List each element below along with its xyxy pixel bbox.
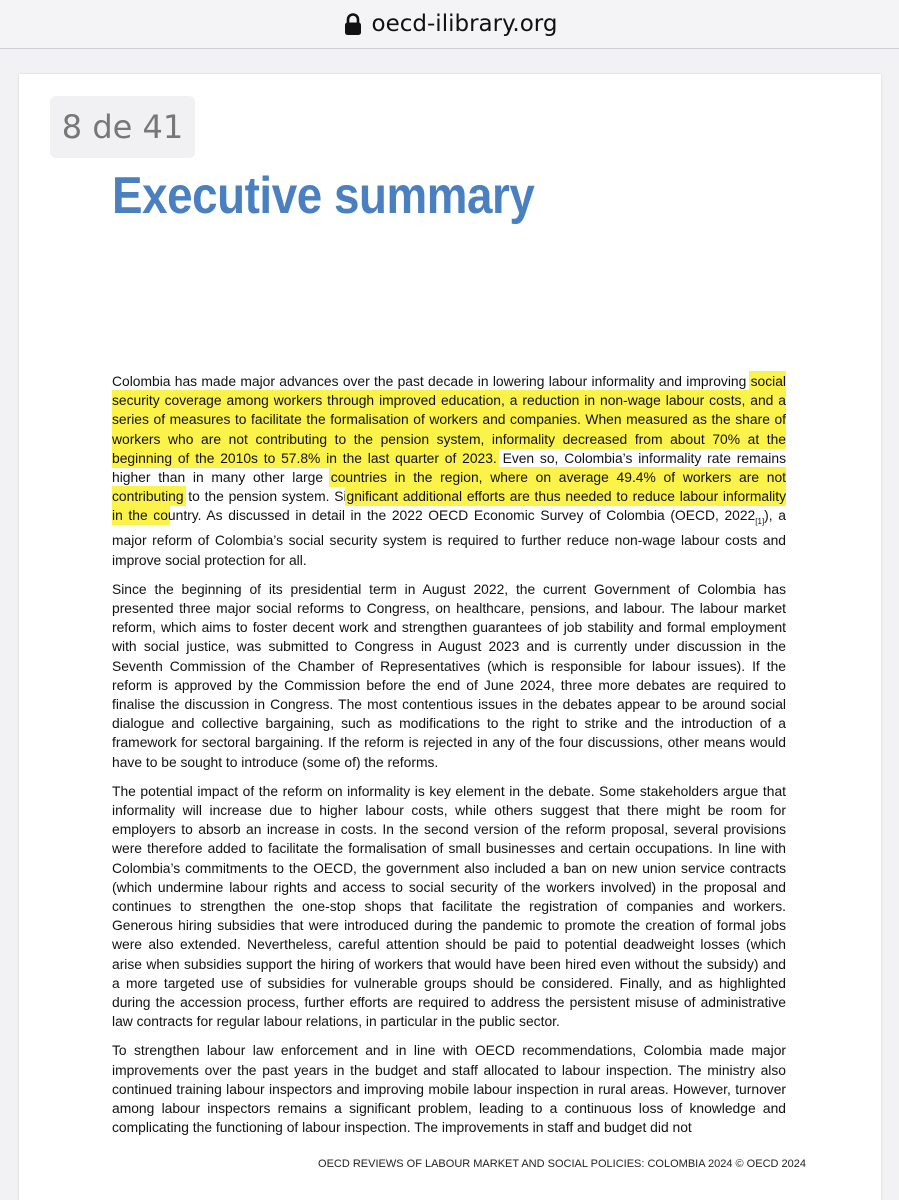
page-title: Executive summary	[112, 167, 535, 225]
address-bar[interactable]	[0, 0, 899, 49]
lock-icon	[342, 12, 364, 36]
paragraph-2: Since the beginning of its presidential term in August 2022, the current Government of Colombia has presented three major social reforms to Congress, on healthcare, pensions, and labour. The labour market reform, which aims to foster decent work and strengthen guarantees of job stability and formal employment with social justice, was submitted to Congress in August 2023 and is currently under discussion in the Seventh Commission of the Chamber of Representatives (which is responsible for labour issues). If the reform is approved by the Commission before the end of June 2024, three more debates are required to finalise the discussion in Congress. The most contentious issues in the debates appear to be around social dialogue and collective bargaining, such as modifications to the right to strike and the introduction of a framework for sectoral bargaining. If the reform is rejected in any of the four discussions, other means would have to be sought to introduce (some of) the reforms.	[112, 580, 786, 770]
highlight-2: countries in the region, where on average 49.4% of workers are not contributing	[112, 469, 786, 505]
p1-text-2: Even so, Colombia’s informality rate remains higher than in many other large	[112, 449, 787, 486]
document-body	[112, 372, 786, 1147]
p1-text-1: Colombia has made major advances over the past decade in lowering labour informality and improving	[112, 373, 751, 389]
p1-text-5: ), a major reform of Colombia’s social security system is required to further reduce non-wage labour costs and improve social protection for all.	[112, 507, 786, 568]
page-footer: OECD REVIEWS OF LABOUR MARKET AND SOCIAL POLICIES: COLOMBIA 2024 © OECD 2024	[318, 1158, 806, 1170]
document-page	[19, 74, 881, 1200]
paragraph-1	[112, 372, 786, 570]
page-indicator: 8 de 41	[50, 96, 195, 158]
citation-ref[interactable]: [1]	[755, 517, 765, 527]
p1-text-4: untry. As discussed in detail in the 2022 OECD Economic Survey of Colombia (OECD, 2022	[167, 507, 756, 524]
paragraph-3: The potential impact of the reform on informality is key element in the debate. Some stakeholders argue that informality will increase due to higher labour costs, while others suggest that there might be room for employers to absorb an increase in costs. In the second version of the reform proposal, several provisions were therefore added to facilitate the formalisation of small businesses and certain occupations. In line with Colombia’s commitments to the OECD, the government also included a ban on new union service contracts (which undermine labour rights and access to social security of the workers involved) in the proposal and continues to strengthen the one-stop shops that facilitate the registration of companies and workers. Generous hiring subsidies that were introduced during the pandemic to promote the creation of formal jobs were also extended. Nevertheless, careful attention should be paid to potential deadweight losses (which arise when subsidies support the hiring of workers that would have been hired even without the subsidy) and a more targeted use of subsidies for vulnerable groups should be considered. Finally, and as highlighted during the accession process, further efforts are required to address the persistent misuse of administrative law contracts for regular labour relations, in particular in the public sector.	[112, 782, 786, 1030]
p1-text-3: to the pension system. Si	[183, 488, 347, 505]
paragraph-4: To strengthen labour law enforcement and in line with OECD recommendations, Colombia made major improvements over the past years in the budget and staff allocated to labour inspection. The ministry also continued training labour inspectors and improving mobile labour inspection in rural areas. However, turnover among labour inspectors remains a significant problem, leading to a continuous loss of knowledge and complicating the functioning of labour inspection. The improvements in staff and budget did not	[112, 1042, 786, 1136]
highlight-1: social security coverage among workers through improved education, a reduction in non-wage labour costs, and a series of measures to facilitate the formalisation of workers and companies. When measured as the share of workers who are not contributing to the pension system, informality decreased from about 70% at the beginning of the 2010s to 57.8% in the last quarter of 2023.	[112, 373, 786, 466]
url-text: oecd-ilibrary.org	[371, 11, 558, 37]
highlight-3: gnificant additional efforts are thus needed to reduce labour informality in the co	[112, 488, 786, 524]
